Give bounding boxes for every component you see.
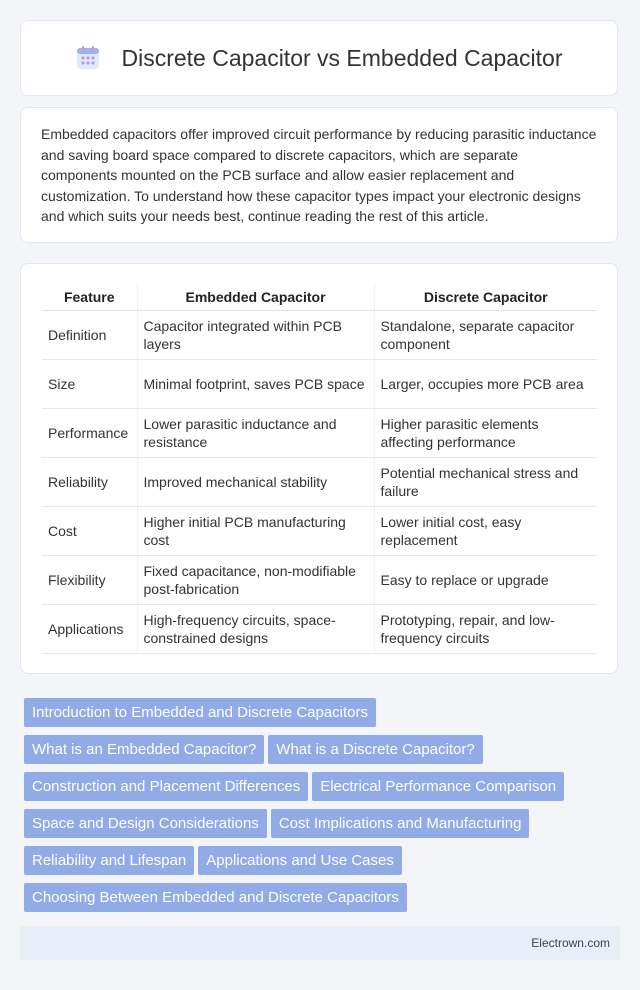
cell-discrete: Lower initial cost, easy replacement [374, 507, 597, 556]
cell-discrete: Larger, occupies more PCB area [374, 360, 597, 409]
cell-feature: Flexibility [42, 556, 137, 605]
table-body [42, 311, 597, 654]
comparison-table-card [20, 263, 618, 674]
topic-link[interactable]: Applications and Use Cases [198, 846, 402, 875]
table-row [42, 409, 597, 458]
table-row [42, 556, 597, 605]
topic-link[interactable]: Electrical Performance Comparison [312, 772, 564, 801]
cell-embedded: Higher initial PCB manufacturing cost [137, 507, 374, 556]
cell-feature: Reliability [42, 458, 137, 507]
topic-link[interactable]: Space and Design Considerations [24, 809, 267, 838]
cell-feature: Performance [42, 409, 137, 458]
footer [20, 926, 620, 960]
topic-link[interactable]: Cost Implications and Manufacturing [271, 809, 530, 838]
cell-embedded: High-frequency circuits, space-constrained designs [137, 605, 374, 654]
topic-link[interactable]: Choosing Between Embedded and Discrete Capacitors [24, 883, 407, 912]
cell-feature: Size [42, 360, 137, 409]
header-discrete: Discrete Capacitor [374, 284, 597, 311]
topic-link[interactable]: What is a Discrete Capacitor? [268, 735, 482, 764]
topic-link[interactable]: What is an Embedded Capacitor? [24, 735, 264, 764]
header-embedded: Embedded Capacitor [137, 284, 374, 311]
cell-embedded: Capacitor integrated within PCB layers [137, 311, 374, 360]
table-header-row [42, 284, 597, 311]
intro-text: Embedded capacitors offer improved circuit performance by reducing parasitic inductance and saving board space compared to discrete capacitors, which are separate components mounted on the PCB surface and allow easier replacement and customization. To understand how these capacitor types impact your electronic designs and which suits your needs best, continue reading the rest of this article. [41, 126, 597, 224]
cell-embedded: Fixed capacitance, non-modifiable post-fabrication [137, 556, 374, 605]
cell-discrete: Easy to replace or upgrade [374, 556, 597, 605]
table-row [42, 311, 597, 360]
cell-discrete: Higher parasitic elements affecting performance [374, 409, 597, 458]
cell-embedded: Improved mechanical stability [137, 458, 374, 507]
table-row [42, 458, 597, 507]
cell-discrete: Prototyping, repair, and low-frequency circuits [374, 605, 597, 654]
comparison-table [42, 284, 597, 654]
cell-feature: Applications [42, 605, 137, 654]
cell-discrete: Potential mechanical stress and failure [374, 458, 597, 507]
table-row [42, 507, 597, 556]
header-feature: Feature [42, 284, 137, 311]
footer-site: Electrown.com [531, 936, 610, 950]
calendar-grid-icon [75, 45, 101, 71]
topic-links [24, 698, 624, 920]
intro-card [20, 107, 618, 243]
topic-link[interactable]: Reliability and Lifespan [24, 846, 194, 875]
page-title: Discrete Capacitor vs Embedded Capacitor [121, 44, 563, 71]
topic-link[interactable]: Construction and Placement Differences [24, 772, 308, 801]
cell-feature: Definition [42, 311, 137, 360]
title-card [20, 20, 618, 96]
topic-link[interactable]: Introduction to Embedded and Discrete Capacitors [24, 698, 376, 727]
cell-embedded: Lower parasitic inductance and resistance [137, 409, 374, 458]
cell-feature: Cost [42, 507, 137, 556]
cell-discrete: Standalone, separate capacitor component [374, 311, 597, 360]
table-row [42, 360, 597, 409]
cell-embedded: Minimal footprint, saves PCB space [137, 360, 374, 409]
table-row [42, 605, 597, 654]
